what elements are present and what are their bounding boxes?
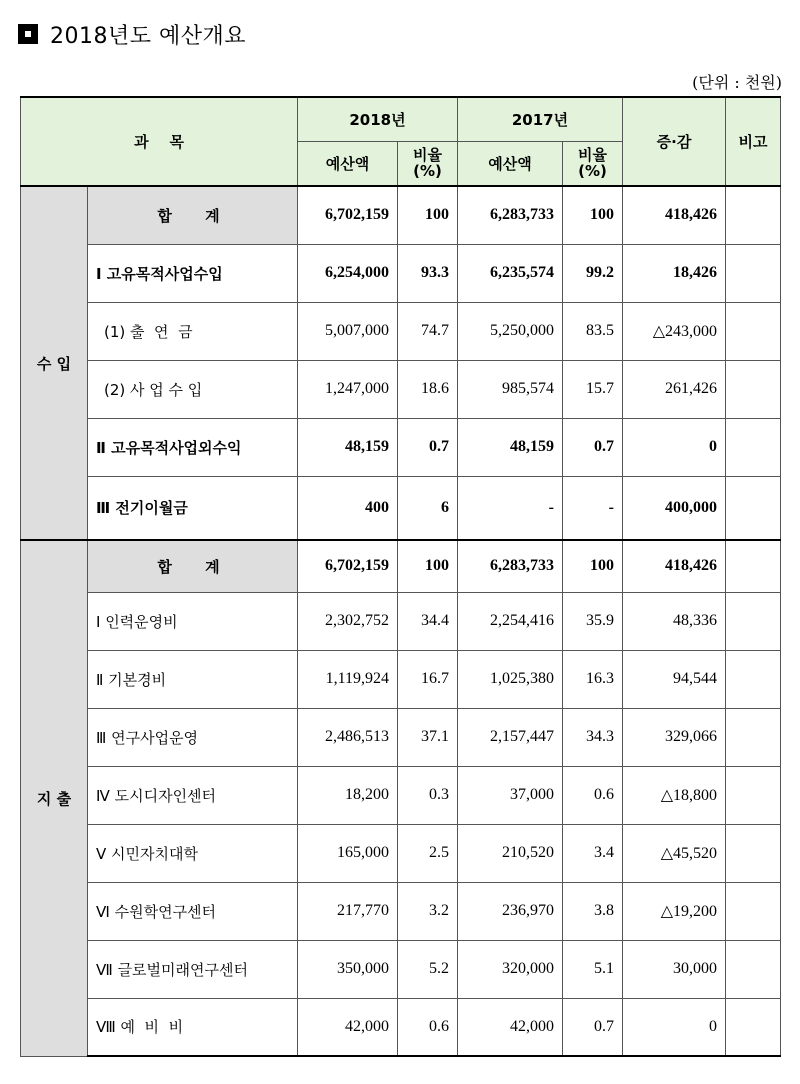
change-value: 261,426: [623, 360, 726, 418]
budget-2017: 985,574: [458, 360, 563, 418]
budget-2017: 320,000: [458, 940, 563, 998]
title-text: 2018년도 예산개요: [50, 23, 246, 49]
budget-2018: 1,247,000: [298, 360, 398, 418]
change-value: △19,200: [623, 882, 726, 940]
budget-2017: 2,157,447: [458, 708, 563, 766]
budget-2017: 5,250,000: [458, 302, 563, 360]
ratio-2017: 0.7: [563, 418, 623, 476]
change-value: △18,800: [623, 766, 726, 824]
ratio-2018: 6: [398, 476, 458, 540]
ratio-2018: 2.5: [398, 824, 458, 882]
row-label: Ⅲ 연구사업운영: [88, 708, 298, 766]
budget-2018: 2,302,752: [298, 592, 398, 650]
unit-note: (단위 : 천원): [692, 73, 782, 92]
row-label: Ⅱ 고유목적사업외수익: [88, 418, 298, 476]
budget-2017: 2,254,416: [458, 592, 563, 650]
change-value: △45,520: [623, 824, 726, 882]
ratio-2017: 0.6: [563, 766, 623, 824]
budget-2017: 6,235,574: [458, 244, 563, 302]
budget-table: [20, 96, 781, 1057]
ratio-label: 비율: [413, 146, 442, 165]
table-row: [21, 708, 781, 766]
ratio-2017: -: [563, 476, 623, 540]
document-title: [18, 18, 246, 50]
ratio-2018: 34.4: [398, 592, 458, 650]
note-cell: [726, 476, 781, 540]
budget-2017: 6,283,733: [458, 540, 563, 592]
change-value: 0: [623, 998, 726, 1056]
change-header: 증·감: [623, 97, 726, 186]
budget-2017: 37,000: [458, 766, 563, 824]
table-row: [21, 244, 781, 302]
note-cell: [726, 186, 781, 244]
ratio-2017: 5.1: [563, 940, 623, 998]
change-value: 418,426: [623, 540, 726, 592]
change-value: 30,000: [623, 940, 726, 998]
ratio-2018: 100: [398, 186, 458, 244]
table-row: [21, 882, 781, 940]
ratio-2017: 100: [563, 186, 623, 244]
ratio-2017: 34.3: [563, 708, 623, 766]
row-label: Ⅳ 도시디자인센터: [88, 766, 298, 824]
ratio-2017: 83.5: [563, 302, 623, 360]
ratio-unit: (%): [578, 162, 607, 181]
ratio-label: 비율: [578, 146, 607, 165]
budget-2018: 400: [298, 476, 398, 540]
ratio-2018: 0.3: [398, 766, 458, 824]
row-label: Ⅷ 예 비 비: [88, 998, 298, 1056]
ratio-2018: 93.3: [398, 244, 458, 302]
ratio-2018: 37.1: [398, 708, 458, 766]
budget-2018: 217,770: [298, 882, 398, 940]
budget-2018: 18,200: [298, 766, 398, 824]
ratio-2018: 100: [398, 540, 458, 592]
change-value: 418,426: [623, 186, 726, 244]
ratio-2018: 16.7: [398, 650, 458, 708]
note-cell: [726, 360, 781, 418]
change-value: 94,544: [623, 650, 726, 708]
ratio-2017: 0.7: [563, 998, 623, 1056]
year-2018-header: 2018년: [298, 97, 458, 141]
row-label: (1) 출 연 금: [88, 302, 298, 360]
row-label: Ⅶ 글로벌미래연구센터: [88, 940, 298, 998]
table-row: [21, 592, 781, 650]
budget-2018: 165,000: [298, 824, 398, 882]
note-cell: [726, 708, 781, 766]
expenditure-section-label: 지 출: [21, 540, 88, 1056]
budget-2018: 6,702,159: [298, 540, 398, 592]
budget-2018: 350,000: [298, 940, 398, 998]
ratio-2018: 0.6: [398, 998, 458, 1056]
row-label: 합 계: [88, 540, 298, 592]
year-2017-header: 2017년: [458, 97, 623, 141]
ratio-2017-header: [563, 141, 623, 186]
budget-2017: 48,159: [458, 418, 563, 476]
row-label: Ⅰ 인력운영비: [88, 592, 298, 650]
table-row: [21, 476, 781, 540]
budget-2017: 6,283,733: [458, 186, 563, 244]
budget-2018: 42,000: [298, 998, 398, 1056]
square-bullet-icon: [18, 24, 38, 44]
revenue-section-label: 수 입: [21, 186, 88, 540]
table-row: [21, 540, 781, 592]
note-cell: [726, 998, 781, 1056]
budget-2018: 1,119,924: [298, 650, 398, 708]
ratio-2018: 18.6: [398, 360, 458, 418]
budget-2017: 236,970: [458, 882, 563, 940]
note-cell: [726, 244, 781, 302]
note-cell: [726, 766, 781, 824]
change-value: 48,336: [623, 592, 726, 650]
budget-2017: 1,025,380: [458, 650, 563, 708]
change-value: 329,066: [623, 708, 726, 766]
ratio-2017: 3.8: [563, 882, 623, 940]
note-header: 비고: [726, 97, 781, 186]
change-value: △243,000: [623, 302, 726, 360]
row-label: Ⅴ 시민자치대학: [88, 824, 298, 882]
note-cell: [726, 882, 781, 940]
note-cell: [726, 592, 781, 650]
table-row: [21, 418, 781, 476]
budget-2018: 6,254,000: [298, 244, 398, 302]
budget-2018: 2,486,513: [298, 708, 398, 766]
change-value: 18,426: [623, 244, 726, 302]
ratio-2017: 100: [563, 540, 623, 592]
ratio-2017: 16.3: [563, 650, 623, 708]
row-label: Ⅱ 기본경비: [88, 650, 298, 708]
budget-2017-header: 예산액: [458, 141, 563, 186]
budget-2018: 6,702,159: [298, 186, 398, 244]
note-cell: [726, 650, 781, 708]
subject-header: 과 목: [21, 97, 298, 186]
ratio-2017: 3.4: [563, 824, 623, 882]
change-value: 400,000: [623, 476, 726, 540]
table-row: [21, 766, 781, 824]
ratio-2018: 74.7: [398, 302, 458, 360]
budget-2018: 5,007,000: [298, 302, 398, 360]
table-row: [21, 302, 781, 360]
row-label: (2) 사 업 수 입: [88, 360, 298, 418]
row-label: 합 계: [88, 186, 298, 244]
budget-2018: 48,159: [298, 418, 398, 476]
ratio-2018: 0.7: [398, 418, 458, 476]
ratio-2017: 15.7: [563, 360, 623, 418]
budget-2017: -: [458, 476, 563, 540]
note-cell: [726, 302, 781, 360]
budget-2018-header: 예산액: [298, 141, 398, 186]
table-row: [21, 998, 781, 1056]
table-row: [21, 186, 781, 244]
note-cell: [726, 940, 781, 998]
ratio-2018: 3.2: [398, 882, 458, 940]
row-label: Ⅰ 고유목적사업수입: [88, 244, 298, 302]
note-cell: [726, 540, 781, 592]
budget-2017: 210,520: [458, 824, 563, 882]
ratio-2018-header: [398, 141, 458, 186]
note-cell: [726, 418, 781, 476]
table-row: [21, 650, 781, 708]
table-row: [21, 360, 781, 418]
change-value: 0: [623, 418, 726, 476]
note-cell: [726, 824, 781, 882]
ratio-unit: (%): [413, 162, 442, 181]
row-label: Ⅵ 수원학연구센터: [88, 882, 298, 940]
budget-2017: 42,000: [458, 998, 563, 1056]
ratio-2018: 5.2: [398, 940, 458, 998]
table-row: [21, 824, 781, 882]
row-label: Ⅲ 전기이월금: [88, 476, 298, 540]
ratio-2017: 99.2: [563, 244, 623, 302]
table-row: [21, 940, 781, 998]
ratio-2017: 35.9: [563, 592, 623, 650]
